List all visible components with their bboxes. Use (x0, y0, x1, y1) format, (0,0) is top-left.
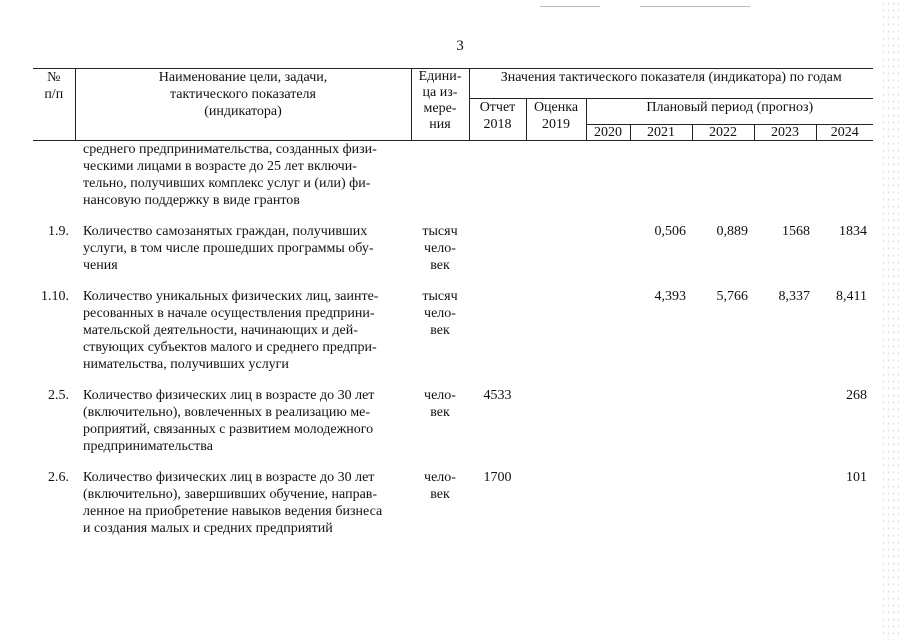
row-2024: 8,411 (836, 289, 867, 304)
table-row (33, 141, 873, 210)
row-report: 1700 (483, 470, 512, 485)
row-unit-line: чело- (424, 388, 456, 403)
header-unit-line: мере- (423, 101, 457, 116)
table-row (33, 288, 873, 373)
page-number: 3 (456, 38, 464, 54)
header-row-1 (33, 69, 873, 99)
row-2024: 1834 (839, 224, 867, 239)
header-estimate-label: Оценка (533, 100, 579, 115)
row-report: 4533 (483, 388, 512, 403)
row-2020 (586, 387, 630, 455)
row-name-line: нимательства, получивших услуги (83, 357, 289, 372)
header-year-2021: 2021 (630, 125, 692, 141)
row-name-line: ческими лицами в возрасте до 25 лет включи- (83, 159, 357, 174)
row-spacer (33, 455, 873, 469)
row-name-line: (включительно), вовлеченных в реализацию ме- (83, 405, 371, 420)
header-unit (411, 69, 469, 141)
row-spacer (33, 373, 873, 387)
row-unit-line: век (430, 323, 450, 338)
row-name-line: (включительно), завершивших обучение, направ- (83, 487, 378, 502)
row-2022 (692, 387, 754, 455)
row-unit (411, 387, 469, 455)
row-name-line: ленное на приобретение навыков ведения бизнеса (83, 504, 383, 519)
row-2023 (754, 469, 816, 537)
row-name-line: роприятий, связанных с развитием молодежного (83, 422, 374, 437)
header-unit-line: Едини- (418, 69, 462, 84)
row-num: 1.9. (48, 224, 69, 239)
row-report (469, 288, 526, 373)
row-name (75, 469, 411, 537)
header-year-2020: 2020 (586, 125, 630, 141)
row-2022: 5,766 (716, 289, 748, 304)
row-2024 (816, 141, 873, 210)
row-2022: 0,889 (716, 224, 748, 239)
row-estimate (526, 288, 586, 373)
row-unit (411, 469, 469, 537)
row-unit-line: чело- (424, 241, 456, 256)
row-num: 2.5. (48, 388, 69, 403)
row-name-line: ресованных в начале осуществления предприни- (83, 306, 375, 321)
row-unit-line: век (430, 258, 450, 273)
header-report-year: 2018 (483, 117, 512, 132)
row-name-line: мательской деятельности, начинающих и дей- (83, 323, 358, 338)
row-num: 2.6. (48, 470, 69, 485)
row-num (33, 141, 75, 210)
row-unit-line: век (430, 487, 450, 502)
scan-rule-2 (640, 6, 750, 7)
row-unit-line: век (430, 405, 450, 420)
scan-edge-noise (881, 0, 899, 640)
row-num: 1.10. (41, 289, 69, 304)
header-values-group: Значения тактического показателя (индикатора) по годам (469, 69, 873, 99)
row-name-line: и создания малых и средних предприятий (83, 521, 333, 536)
header-name (75, 69, 411, 141)
row-name-line: нансовую поддержку в виде грантов (83, 193, 300, 208)
row-2022 (692, 141, 754, 210)
row-2024: 101 (846, 470, 867, 485)
header-year-2024: 2024 (816, 125, 873, 141)
row-2020 (586, 469, 630, 537)
row-estimate (526, 469, 586, 537)
row-name (75, 288, 411, 373)
row-2020 (586, 288, 630, 373)
row-name-line: Количество физических лиц в возрасте до 30 лет (83, 388, 375, 403)
row-name-line: Количество самозанятых граждан, получивших (83, 224, 368, 239)
row-report (469, 141, 526, 210)
row-2022 (692, 469, 754, 537)
table-row (33, 387, 873, 455)
header-plan-group: Плановый период (прогноз) (586, 99, 873, 125)
row-name (75, 223, 411, 274)
header-report (469, 99, 526, 141)
header-year-2023: 2023 (754, 125, 816, 141)
row-unit-line: тысяч (422, 289, 458, 304)
row-estimate (526, 141, 586, 210)
header-estimate (526, 99, 586, 141)
row-unit (411, 223, 469, 274)
row-unit-line: тысяч (422, 224, 458, 239)
row-name (75, 387, 411, 455)
row-spacer (33, 274, 873, 288)
table-row (33, 223, 873, 274)
row-unit-line: чело- (424, 306, 456, 321)
header-year-2022: 2022 (692, 125, 754, 141)
row-name-line: Количество физических лиц в возрасте до 30 лет (83, 470, 375, 485)
row-name-line: среднего предпринимательства, созданных физи- (83, 142, 377, 157)
row-name-line: тельно, получивших комплекс услуг и (или) фи- (83, 176, 371, 191)
row-unit (411, 141, 469, 210)
table-row (33, 469, 873, 537)
row-2021: 4,393 (654, 289, 686, 304)
row-2021: 0,506 (654, 224, 686, 239)
scan-rule-1 (540, 6, 600, 7)
row-estimate (526, 387, 586, 455)
indicator-table (33, 68, 873, 537)
row-report (469, 223, 526, 274)
row-name-line: услуги, в том числе прошедших программы обу- (83, 241, 374, 256)
row-unit-line: чело- (424, 470, 456, 485)
row-2023 (754, 387, 816, 455)
row-2020 (586, 141, 630, 210)
header-estimate-year: 2019 (542, 117, 570, 132)
row-2024: 268 (846, 388, 867, 403)
row-name (75, 141, 411, 210)
header-num (33, 69, 75, 141)
row-name-line: Количество уникальных физических лиц, заинте- (83, 289, 379, 304)
header-name-line: тактического показателя (170, 87, 316, 102)
row-2021 (630, 387, 692, 455)
row-name-line: ствующих субъектов малого и среднего предпри- (83, 340, 377, 355)
row-2023: 8,337 (778, 289, 810, 304)
header-num-line: п/п (44, 87, 64, 102)
header-unit-line: ния (429, 117, 451, 132)
row-2023: 1568 (782, 224, 810, 239)
row-name-line: чения (83, 258, 118, 273)
row-2020 (586, 223, 630, 274)
row-2021 (630, 141, 692, 210)
row-2023 (754, 141, 816, 210)
header-report-label: Отчет (479, 100, 516, 115)
row-spacer (33, 209, 873, 223)
row-unit (411, 288, 469, 373)
row-estimate (526, 223, 586, 274)
row-name-line: предпринимательства (83, 439, 213, 454)
row-2021 (630, 469, 692, 537)
header-name-line: Наименование цели, задачи, (158, 70, 328, 85)
header-unit-line: ца из- (422, 85, 458, 100)
header-name-line: (индикатора) (204, 104, 282, 119)
header-num-line: № (47, 70, 61, 85)
